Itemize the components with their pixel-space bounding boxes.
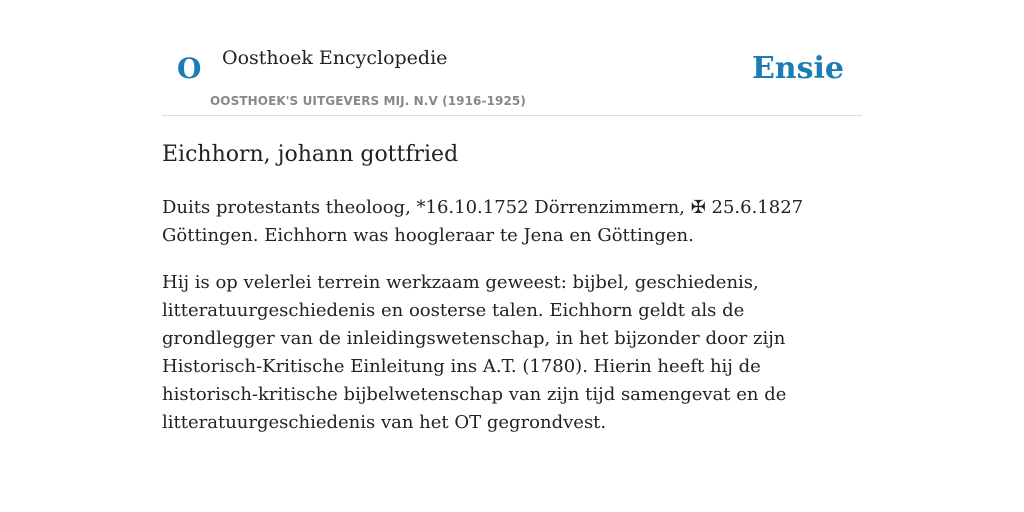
publisher-subtitle: OOSTHOEK'S UITGEVERS MIJ. N.V (1916-1925)	[210, 94, 526, 108]
oosthoek-logo[interactable]: O	[177, 52, 202, 85]
page-container	[162, 0, 862, 437]
entry-title: Eichhorn, johann gottfried	[162, 142, 459, 167]
encyclopedia-header	[162, 0, 862, 116]
encyclopedia-title[interactable]: Oosthoek Encyclopedie	[222, 47, 448, 69]
entry-paragraph: Hij is op velerlei terrein werkzaam geweest: bijbel, geschiedenis, litteratuurgeschiedenis en oosterse talen. Eichhorn geldt als de grondlegger van de inleidingswetenschap, in het bijzonder door zijn Historisch-Kritische Einleitung ins A.T. (1780). Hierin heeft hij de historisch-kritische bijbelwetenschap van zijn tijd samengevat en de litteratuurgeschiedenis van het OT gegrondvest.	[162, 272, 787, 433]
ensie-logo-link[interactable]: Ensie	[751, 51, 844, 86]
entry-paragraph: Duits protestants theoloog, *16.10.1752 Dörrenzimmern, ✠ 25.6.1827 Göttingen. Eichhorn was hoogleraar te Jena en Göttingen.	[162, 197, 804, 246]
